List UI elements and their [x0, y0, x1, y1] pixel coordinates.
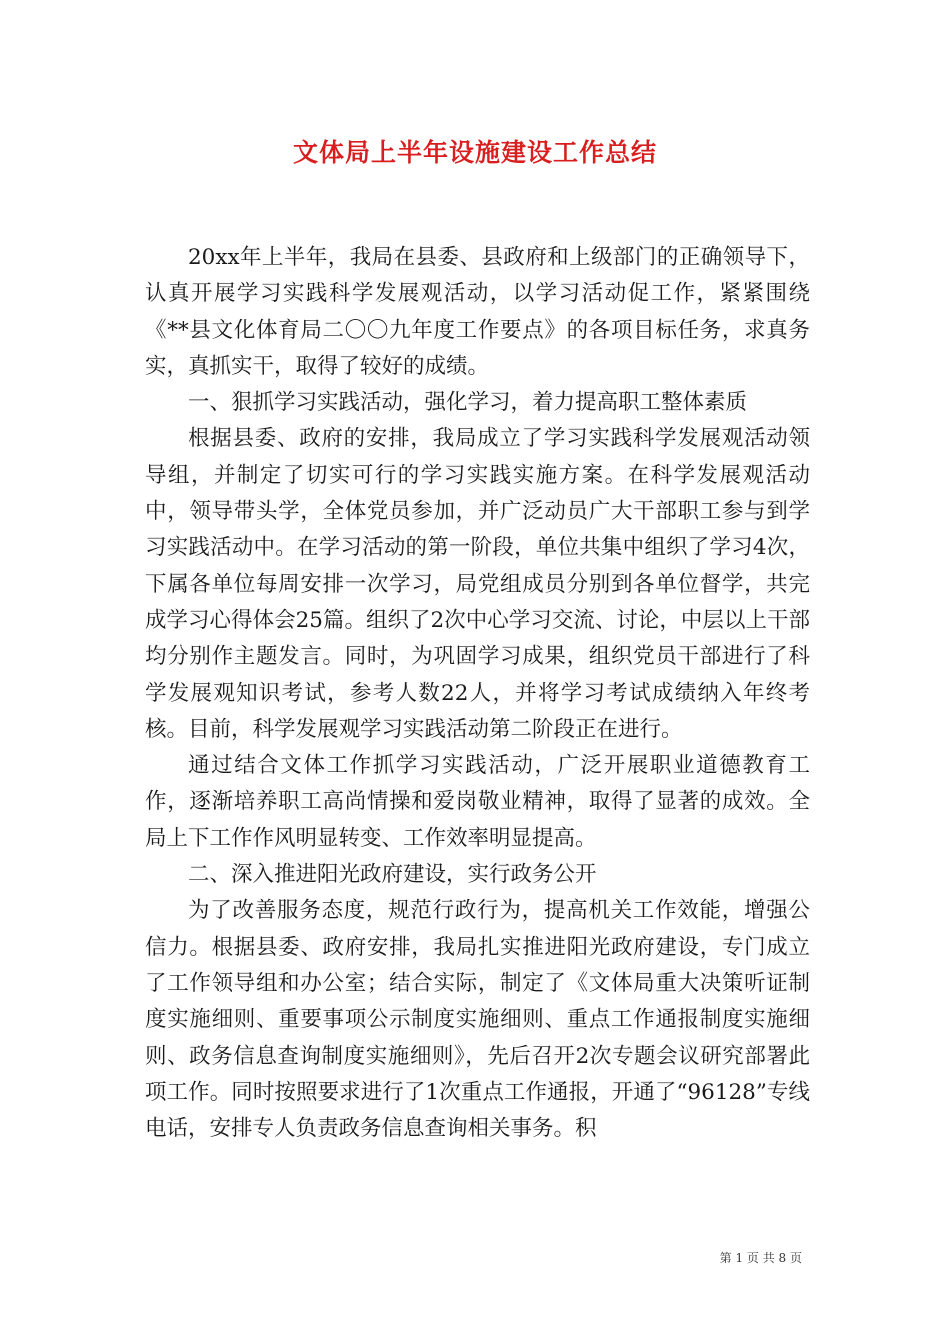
section-1-paragraph-1: 根据县委、政府的安排，我局成立了学习实践科学发展观活动领导组，并制定了切实可行的学习实践实施方案。在科学发展观活动中，领导带头学，全体党员参加，并广泛动员广大干部职工参与到学习实践活动中。在学习活动的第一阶段，单位共集中组织了学习4次，下属各单位每周安排一次学习，局党组成员分别到各单位督学，共完成学习心得体会25篇。组织了2次中心学习交流、讨论，中层以上干部均分别作主题发言。同时，为巩固学习成果，组织党员干部进行了科学发展观知识考试，参考人数22人，并将学习考试成绩纳入年终考核。目前，科学发展观学习实践活动第二阶段正在进行。	[145, 426, 810, 742]
section-heading-2: 二、深入推进阳光政府建设，实行政务公开	[188, 862, 597, 888]
document-title: 文体局上半年设施建设工作总结	[292, 138, 657, 167]
section-1-paragraph-2: 通过结合文体工作抓学习实践活动，广泛开展职业道德教育工作，逐渐培养职工高尚情操和爱岗敬业精神，取得了显著的成效。全局上下工作作风明显转变、工作效率明显提高。	[145, 753, 810, 851]
section-heading-1: 一、狠抓学习实践活动，强化学习，着力提高职工整体素质	[188, 390, 748, 416]
page-number-footer: 第 1 页 共 8 页	[719, 1251, 802, 1265]
document-body	[145, 240, 810, 1147]
intro-paragraph: 20xx年上半年，我局在县委、县政府和上级部门的正确领导下，认真开展学习实践科学发展观活动，以学习活动促工作，紧紧围绕《**县文化体育局二〇〇九年度工作要点》的各项目标任务，求真务实，真抓实干，取得了较好的成绩。	[145, 245, 810, 379]
section-2-paragraph-1: 为了改善服务态度，规范行政行为，提高机关工作效能，增强公信力。根据县委、政府安排，我局扎实推进阳光政府建设，专门成立了工作领导组和办公室；结合实际，制定了《文体局重大决策听证制度实施细则、重要事项公示制度实施细则、重点工作通报制度实施细则、政务信息查询制度实施细则》，先后召开2次专题会议研究部署此项工作。同时按照要求进行了1次重点工作通报，开通了“96128”专线电话，安排专人负责政务信息查询相关事务。积	[145, 898, 810, 1142]
